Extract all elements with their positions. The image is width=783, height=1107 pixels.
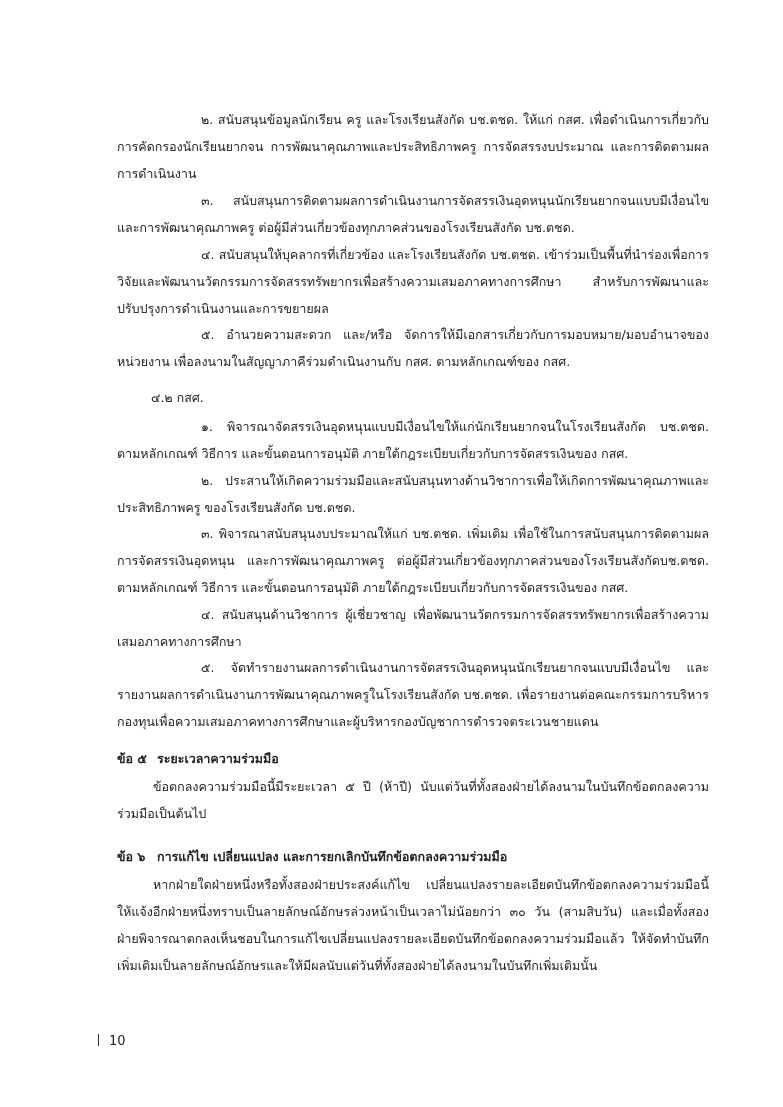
clause-4-1-item-3: ๓. สนับสนุนการติดตามผลการดำเนินงานการจัดสรรเงินอุดหนุนนักเรียนยากจนแบบมีเงื่อนไข และการพัฒนาคุณภาพครู ต่อผู้มีส่วนเกี่ยวข้องทุกภาคส่วนของโรงเรียนสังกัด บช.ตชด. [117,193,709,235]
clause-4-2-item-3: ๓. พิจารณาสนับสนุนงบประมาณให้แก่ บช.ตชด. เพิ่มเติม เพื่อใช้ในการสนับสนุนการติดตามผลการจัดสรรเงินอุดหนุน และการพัฒนาคุณภาพครู ต่อผู้มีส่วนเกี่ยวข้องทุกภาคส่วนของโรงเรียนสังกัดบช.ตชด. ตามหลักเกณฑ์ วิธีการ และขั้นตอนการอนุมัติ ภายใต้กฎระเบียบเกี่ยวกับการจัดสรรเงินของ กสศ. [117,526,709,595]
clause-4-2-item-2: ๒. ประสานให้เกิดความร่วมมือและสนับสนุนทางด้านวิชาการเพื่อให้เกิดการพัฒนาคุณภาพและประสิทธิภาพครู ของโรงเรียนสังกัด บช.ตชด. [117,473,709,515]
clause-4-1-item-5: ๕. อำนวยความสะดวก และ/หรือ จัดการให้มีเอกสารเกี่ยวกับการมอบหมาย/มอบอำนาจของหน่วยงาน เพื่อลงนามในสัญญาภาคีร่วมดำเนินงานกับ กสศ. ตามหลักเกณฑ์ของ กสศ. [117,327,709,369]
clause-5-number: ข้อ ๕ [117,751,147,766]
page-footer [98,1034,126,1049]
clause-4-2-item-1: ๑. พิจารณาจัดสรรเงินอุดหนุนแบบมีเงื่อนไขให้แก่นักเรียนยากจนในโรงเรียนสังกัด บช.ตชด. ตามหลักเกณฑ์ วิธีการ และขั้นตอนการอนุมัติ ภายใต้กฎระเบียบเกี่ยวกับการจัดสรรเงินของ กสศ. [117,419,709,461]
clause-4-1-item-2: ๒. สนับสนุนข้อมูลนักเรียน ครู และโรงเรียนสังกัด บช.ตชด. ให้แก่ กสศ. เพื่อดำเนินการเกี่ยวกับการคัดกรองนักเรียนยากจน การพัฒนาคุณภาพและประสิทธิภาพครู การจัดสรรงบประมาณ และการติดตามผลการดำเนินงาน [117,112,709,181]
clause-5-title: ระยะเวลาความร่วมมือ [157,751,279,766]
clause-5-body: ข้อตกลงความร่วมมือนี้มีระยะเวลา ๕ ปี (ห้าปี) นับแต่วันที่ทั้งสองฝ่ายได้ลงนามในบันทึกข้อตกลงความร่วมมือเป็นต้นไป [117,779,709,821]
clause-4-2-item-5: ๕. จัดทำรายงานผลการดำเนินงานการจัดสรรเงินอุดหนุนนักเรียนยากจนแบบมีเงื่อนไข และรายงานผลการดำเนินงานการพัฒนาคุณภาพครูในโรงเรียนสังกัด บช.ตชด. เพื่อรายงานต่อคณะกรรมการบริหารกองทุนเพื่อความเสมอภาคทางการศึกษาและผู้บริหารกองบัญชาการตำรวจตระเวนชายแดน [117,660,709,729]
page-number: 10 [109,1034,126,1049]
clause-5-heading [117,745,279,772]
clause-4-1-item-4: ๔. สนับสนุนให้บุคลากรที่เกี่ยวข้อง และโรงเรียนสังกัด บช.ตชด. เข้าร่วมเป็นพื้นที่นำร่องเพื่อการวิจัยและพัฒนานวัตกรรมการจัดสรรทรัพยากรเพื่อสร้างความเสมอภาคทางการศึกษา สำหรับการพัฒนาและปรับปรุงการดำเนินงานและการขยายผล [117,247,709,316]
clause-4-2-item-4: ๔. สนับสนุนด้านวิชาการ ผู้เชี่ยวชาญ เพื่อพัฒนานวัตกรรมการจัดสรรทรัพยากรเพื่อสร้างความเสมอภาคทางการศึกษา [117,607,709,649]
clause-6-body: หากฝ่ายใดฝ่ายหนึ่งหรือทั้งสองฝ่ายประสงค์แก้ไข เปลี่ยนแปลงรายละเอียดบันทึกข้อตกลงความร่วมมือนี้ ให้แจ้งอีกฝ่ายหนึ่งทราบเป็นลายลักษณ์อักษรล่วงหน้าเป็นเวลาไม่น้อยกว่า ๓๐ วัน (สามสิบวัน) และเมื่อทั้งสองฝ่ายพิจารณาตกลงเห็นชอบในการแก้ไขเปลี่ยนแปลงรายละเอียดบันทึกข้อตกลงความร่วมมือแล้ว ให้จัดทำบันทึกเพิ่มเติมเป็นลายลักษณ์อักษรและให้มีผลนับแต่วันที่ทั้งสองฝ่ายได้ลงนามในบันทึกเพิ่มเติมนั้น [117,877,709,973]
clause-6-title: การแก้ไข เปลี่ยนแปลง และการยกเลิกบันทึกข้อตกลงความร่วมมือ [157,849,508,864]
clause-6-heading [117,843,507,870]
clause-6-number: ข้อ ๖ [117,849,146,864]
section-4-2-heading: ๔.๒ กสศ. [151,390,204,405]
footer-divider [98,1034,99,1046]
